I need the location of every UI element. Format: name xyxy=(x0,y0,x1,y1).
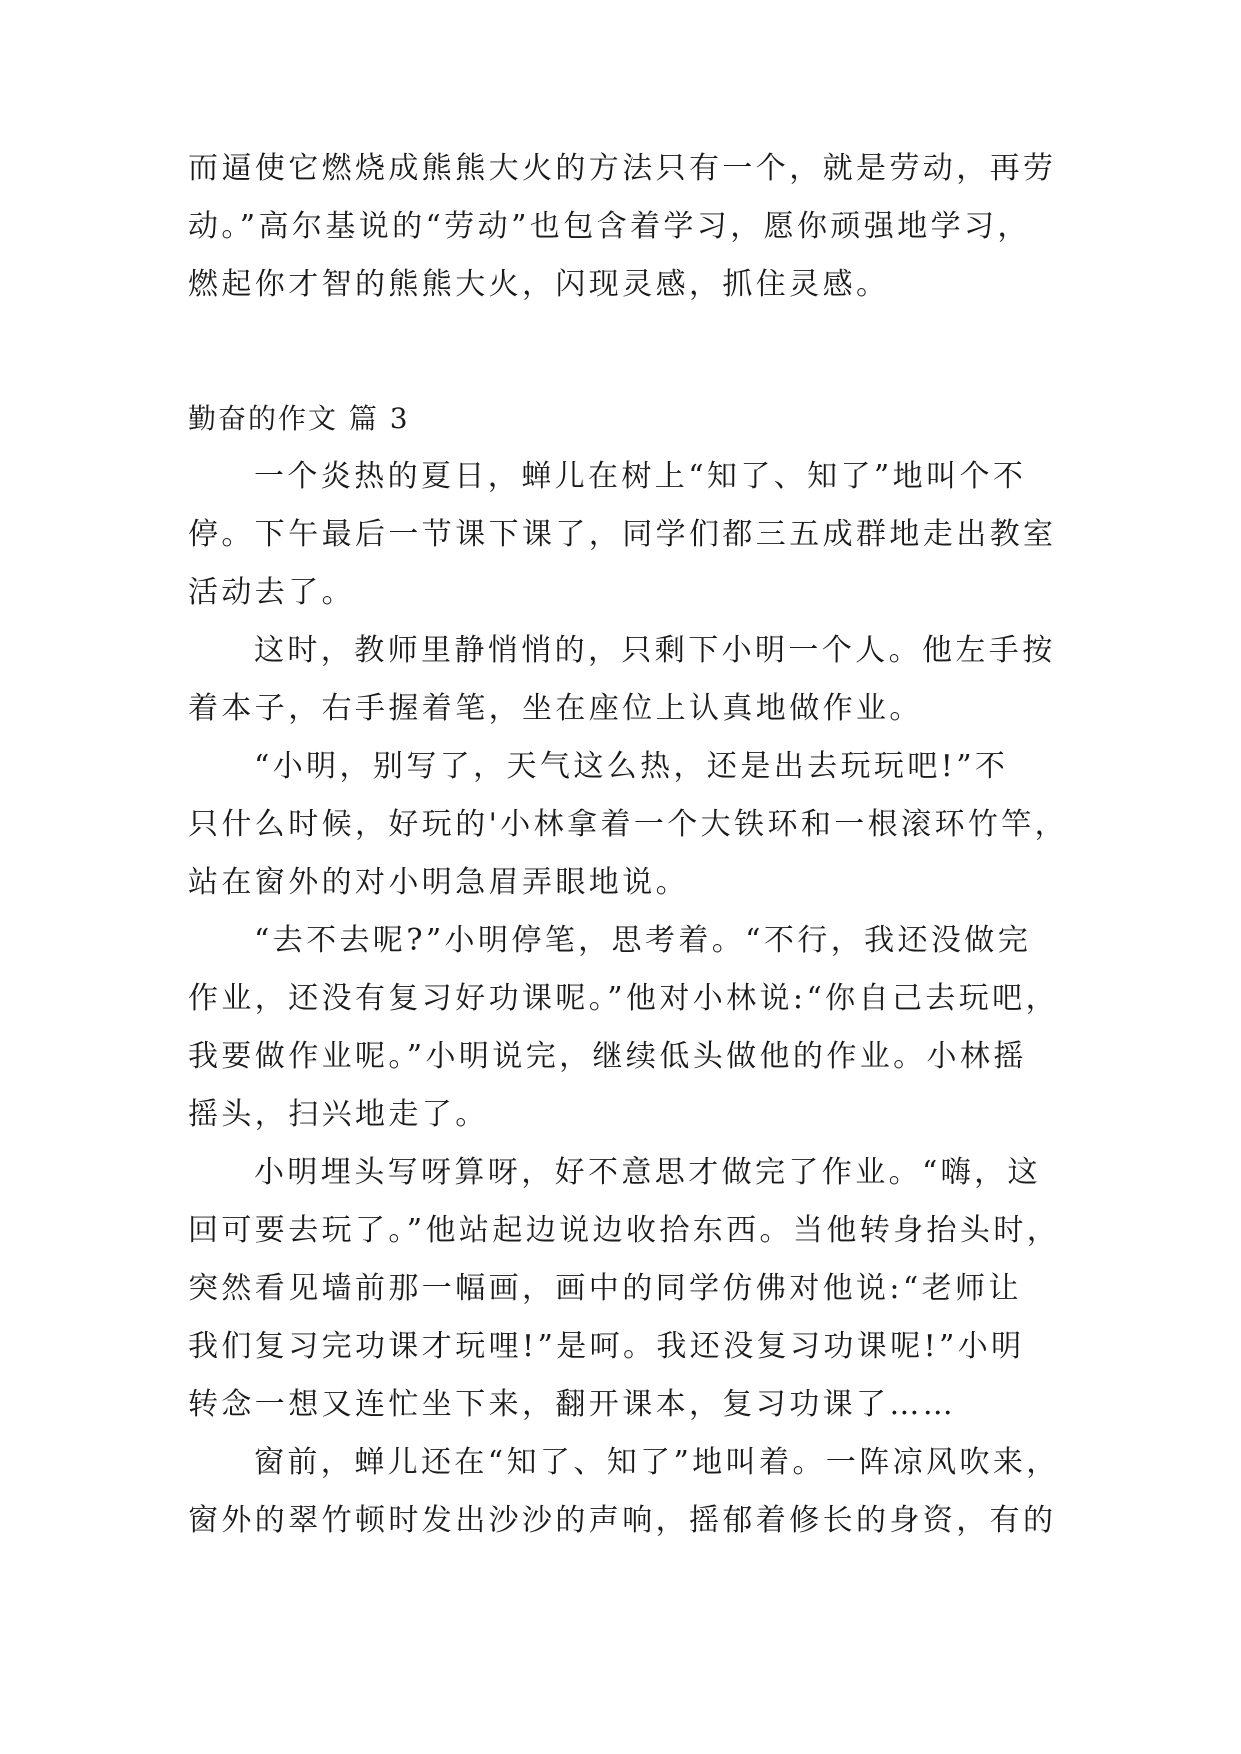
text-line: 摇头，扫兴地走了。 xyxy=(188,1097,489,1132)
text-line: 转念一想又连忙坐下来，翻开课本，复习功课了…… xyxy=(188,1387,957,1422)
text-line: 窗前，蝉儿还在“知了、知了”地叫着。一阵凉风吹来， xyxy=(254,1445,1060,1480)
text-line: 一个炎热的夏日，蝉儿在树上“知了、知了”地叫个不 xyxy=(254,459,1027,494)
text-line: 着本子，右手握着笔，坐在座位上认真地做作业。 xyxy=(188,691,923,726)
text-line: 这时，教师里静悄悄的，只剩下小明一个人。他左手按 xyxy=(254,633,1056,668)
text-line: 小明埋头写呀算呀，好不意思才做完了作业。“嗨，这 xyxy=(254,1155,1041,1190)
section-heading-block xyxy=(188,390,1060,448)
continuation-paragraph xyxy=(188,140,1060,314)
paragraph xyxy=(188,1434,1060,1550)
text-line: 而逼使它燃烧成熊熊大火的方法只有一个，就是劳动，再劳 xyxy=(188,151,1057,186)
text-line: 只什么时候，好玩的'小林拿着一个大铁环和一根滚环竹竿， xyxy=(188,807,1069,842)
text-line: 突然看见墙前那一幅画，画中的同学仿佛对他说:“老师让 xyxy=(188,1271,1022,1306)
text-line: 动。”高尔基说的“劳动”也包含着学习，愿你顽强地学习， xyxy=(188,209,1031,244)
paragraph xyxy=(188,738,1069,912)
paragraph xyxy=(188,448,1060,622)
text-line: 我们复习完功课才玩哩!”是呵。我还没复习功课呢!”小明 xyxy=(188,1329,1025,1364)
paragraph xyxy=(188,912,1060,1144)
text-line: 燃起你才智的熊熊大火，闪现灵感，抓住灵感。 xyxy=(188,267,890,302)
paragraph xyxy=(188,622,1060,738)
text-line: 窗外的翠竹顿时发出沙沙的声响，摇郁着修长的身资，有的 xyxy=(188,1503,1057,1538)
text-line: 作业，还没有复习好功课呢。”他对小林说:“你自己去玩吧， xyxy=(188,981,1059,1016)
text-line: 停。下午最后一节课下课了，同学们都三五成群地走出教室 xyxy=(188,517,1057,552)
text-line: 回可要去玩了。”他站起边说边收拾东西。当他转身抬头时， xyxy=(188,1213,1061,1248)
section-heading: 勤奋的作文 篇 3 xyxy=(188,402,410,435)
text-line: “去不去呢?”小明停笔，思考着。“不行，我还没做完 xyxy=(254,923,1032,958)
paragraph xyxy=(188,1144,1060,1434)
text-line: 活动去了。 xyxy=(188,575,355,610)
text-line: 我要做作业呢。”小明说完，继续低头做他的作业。小林摇 xyxy=(188,1039,1027,1074)
text-line: 站在窗外的对小明急眉弄眼地说。 xyxy=(188,865,689,900)
text-line: “小明，别写了，天气这么热，还是出去玩玩吧!”不 xyxy=(254,749,1009,784)
